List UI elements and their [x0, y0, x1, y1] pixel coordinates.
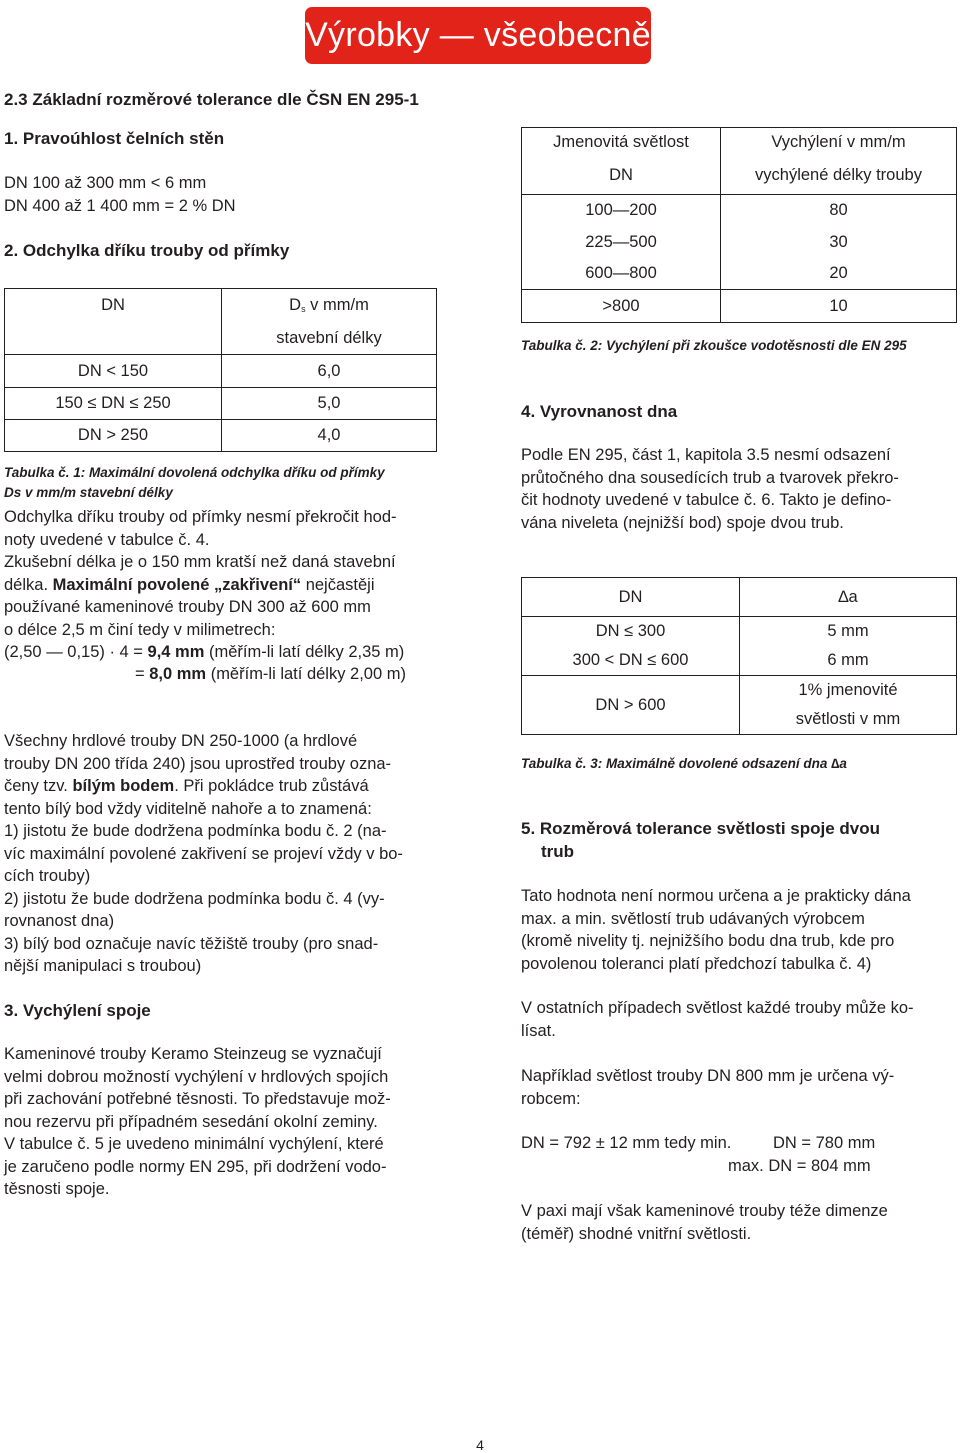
table-1-cell: 4,0 [222, 420, 437, 452]
page-number: 4 [476, 1437, 484, 1453]
table-2-cell: 225—500 [522, 227, 721, 258]
table-1-cell: 6,0 [222, 355, 437, 388]
table-3-cell: 6 mm [740, 647, 957, 676]
table-3-cell: DN ≤ 300 [522, 617, 740, 647]
page-header-title: Výrobky — všeobecně [305, 7, 651, 64]
table-1-cell: DN > 250 [5, 420, 222, 452]
table-3-header-offset: ∆a [740, 578, 957, 617]
paragraph-bottom-alignment: Podle EN 295, část 1, kapitola 3.5 nesmí odsazení průtočného dna sousedících trub a tvarovek překro- čit hodnoty uvedené v tabulce č. 6. Takto je defino- vána niveleta (nejnižší bod) spoje dvou trub. [521, 446, 899, 532]
table-1-caption: Tabulka č. 1: Maximální dovolená odchylka dříku od přímky Ds v mm/m stavební délky [4, 465, 385, 500]
calculation-line-3a: DN = 792 ± 12 mm tedy min. [521, 1134, 732, 1152]
table-1-cell: 150 ≤ DN ≤ 250 [5, 388, 222, 420]
table-2-header-deflection: Vychýlení v mm/m [721, 128, 957, 158]
subheading-5: 5. Rozměrová tolerance světlosti spoje dvou trub [521, 819, 881, 861]
calculation-line-1: (2,50 — 0,15) · 4 = 9,4 mm (měřím-li latí délky 2,35 m) [4, 643, 405, 661]
paragraph-white-dot: Všechny hrdlové trouby DN 250-1000 (a hrdlové trouby DN 200 třída 240) jsou uprostřed trouby ozna- čeny tzv. bílým bodem. Při pokládce trub zůstává tento bílý bod vždy viditelně nahoře a to znamená: 1) jistotu že bude dodržena podmínka bodu č. 2 (na- víc maximální povolené zakřivení se projeví vždy v bo- cích trouby) 2) jistotu že bude dodržena podmínka bodu č. 4 (vy- rovnanost dna) 3) bílý bod označuje navíc těžiště trouby (pro snad- nější manipulaci s troubou) [4, 732, 403, 975]
paragraph-practice: V paxi mají však kameninové trouby téže dimenze (téměř) shodné vnitřní světlosti. [521, 1202, 888, 1243]
table-3 [521, 577, 957, 735]
calculation-line-4: max. DN = 804 mm [728, 1157, 871, 1175]
paragraph-joint-deflection: Kameninové trouby Keramo Steinzeug se vyznačují velmi dobrou možností vychýlení v hrdlových spojích při zachování potřebné těsnosti. To představuje mož- nou rezervu při případném sesedání okolní zeminy. V tabulce č. 5 je uvedeno minimální vychýlení, které je zaručeno podle normy EN 295, při dodržení vodo- těsnosti spoje. [4, 1045, 391, 1198]
paragraph-example: Například světlost trouby DN 800 mm je určena vý- robcem: [521, 1067, 895, 1108]
table-2 [521, 127, 957, 323]
section-title: 2.3 Základní rozměrové tolerance dle ČSN EN 295-1 [4, 90, 419, 109]
table-1-header-ds: $D_s$ v mm/m [222, 289, 437, 323]
table-1-header-length: stavební délky [222, 323, 437, 355]
table-2-caption: Tabulka č. 2: Vychýlení při zkoušce vodotěsnosti dle EN 295 [521, 338, 907, 353]
table-1-cell: DN < 150 [5, 355, 222, 388]
table-2-cell: 30 [721, 227, 957, 258]
calculation-line-3b: DN = 780 mm [773, 1134, 876, 1152]
subheading-1: 1. Pravoúhlost čelních stěn [4, 129, 225, 148]
table-3-caption: Tabulka č. 3: Maximálně dovolené odsazení dna ∆a [521, 756, 847, 771]
table-2-cell: 10 [721, 290, 957, 323]
table-2-cell: 20 [721, 258, 957, 290]
table-3-cell: 5 mm [740, 617, 957, 647]
paragraph-tolerance: Tato hodnota není normou určena a je prakticky dána max. a min. světlostí trub udávaných výrobcem (kromě nivelity tj. nejnižšího bodu dna trub, kde pro povolenou toleranci platí předchozí tabulka č. 4) [521, 887, 911, 973]
table-2-header-dn: Jmenovitá světlost [522, 128, 721, 158]
subheading-2: 2. Odchylka dříku trouby od přímky [4, 241, 290, 260]
subheading-3: 3. Vychýlení spoje [4, 1001, 151, 1020]
table-3-cell: 1% jmenovité světlosti v mm [740, 676, 957, 735]
calculation-line-2: = 8,0 mm (měřím-li latí délky 2,00 m) [135, 665, 406, 683]
table-2-cell: 100—200 [522, 195, 721, 227]
table-1-header-empty [5, 323, 222, 355]
table-1 [4, 288, 437, 452]
table-2-header-dn-sub: DN [522, 158, 721, 195]
table-2-cell: 80 [721, 195, 957, 227]
subheading-4: 4. Vyrovnanost dna [521, 402, 678, 421]
table-2-header-deflection-sub: vychýlené délky trouby [721, 158, 957, 195]
paragraph-other-cases: V ostatních případech světlost každé trouby může ko- lísat. [521, 999, 914, 1040]
table-1-header-dn: DN [5, 289, 222, 323]
table-3-cell: DN > 600 [522, 676, 740, 735]
table-2-cell: 600—800 [522, 258, 721, 290]
table-3-cell: 300 < DN ≤ 600 [522, 647, 740, 676]
table-2-cell: >800 [522, 290, 721, 323]
table-1-cell: 5,0 [222, 388, 437, 420]
tolerance-line-1: DN 100 až 300 mm < 6 mm [4, 174, 207, 192]
tolerance-line-2: DN 400 až 1 400 mm = 2 % DN [4, 197, 236, 215]
table-3-header-dn: DN [522, 578, 740, 617]
paragraph-deviation: Odchylka dříku trouby od přímky nesmí překročit hod- noty uvedené v tabulce č. 4. Zkušební délka je o 150 mm kratší než daná stavební délka. Maximální povolené „zakřivení“ nejčastěji používané kameninové trouby DN 300 až 600 mm o délce 2,5 m činí tedy v milimetrech: [4, 508, 397, 639]
